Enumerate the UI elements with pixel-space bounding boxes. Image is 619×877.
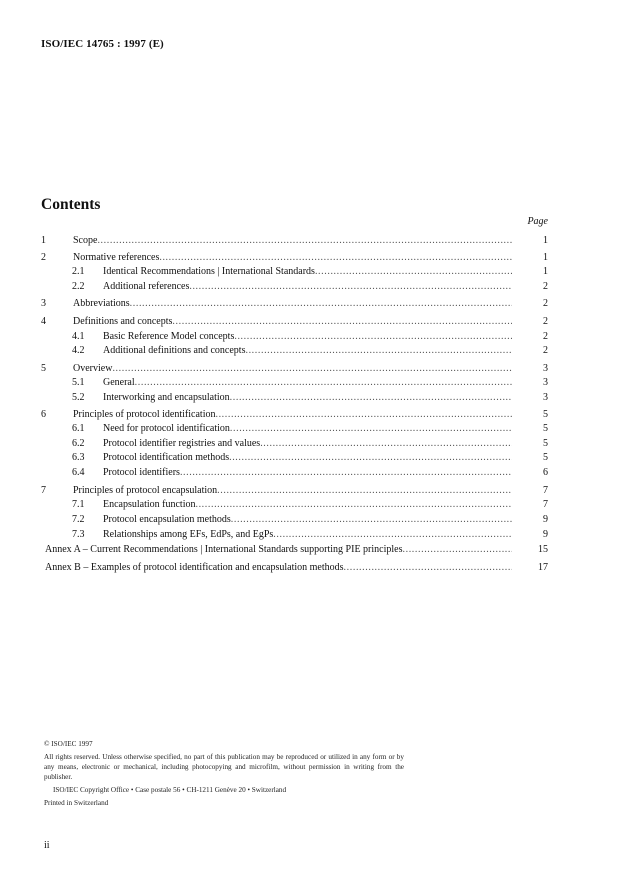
toc-label: Protocol encapsulation methods	[103, 514, 231, 525]
leader-dots	[229, 451, 512, 465]
toc-label: Encapsulation function	[103, 499, 196, 510]
toc-page: 2	[543, 345, 548, 356]
toc-number: 5.2	[72, 392, 85, 403]
toc-entry-2-2[interactable]	[41, 280, 548, 294]
toc-number: 5	[41, 363, 46, 374]
toc-entry-4-1[interactable]	[41, 330, 548, 344]
leader-dots	[245, 344, 512, 358]
toc-label: Scope	[73, 235, 98, 246]
leader-dots	[195, 498, 512, 512]
toc-entry-7[interactable]	[41, 484, 548, 498]
toc-label: Additional references	[103, 281, 190, 292]
toc-entry-2[interactable]	[41, 251, 548, 265]
toc-number: 2	[41, 252, 46, 263]
toc-number: 7.1	[72, 499, 85, 510]
leader-dots	[180, 466, 512, 480]
toc-number: 6.1	[72, 423, 85, 434]
toc-label: Overview	[73, 363, 113, 374]
toc-number: 4.2	[72, 345, 85, 356]
leader-dots	[273, 528, 512, 542]
toc-number: 6.4	[72, 467, 85, 478]
toc-entry-6[interactable]	[41, 408, 548, 422]
toc-label: Protocol identifiers	[103, 467, 180, 478]
toc-entry-4[interactable]	[41, 315, 548, 329]
toc-entry-7-2[interactable]	[41, 513, 548, 527]
toc-label: Basic Reference Model concepts	[103, 331, 235, 342]
toc-entry-6-1[interactable]	[41, 422, 548, 436]
document-header: ISO/IEC 14765 : 1997 (E)	[41, 38, 164, 50]
toc-label: Definitions and concepts	[73, 316, 173, 327]
leader-dots	[231, 513, 512, 527]
page-column-label: Page	[527, 216, 548, 227]
toc-number: 6	[41, 409, 46, 420]
toc-page: 15	[538, 544, 548, 555]
toc-page: 1	[543, 235, 548, 246]
leader-dots	[234, 330, 512, 344]
toc-entry-annex-a[interactable]	[41, 543, 548, 557]
leader-dots	[230, 422, 512, 436]
toc-number: 2.1	[72, 266, 85, 277]
leader-dots	[159, 251, 512, 265]
toc-entry-2-1[interactable]	[41, 265, 548, 279]
toc-entry-1[interactable]	[41, 234, 548, 248]
toc-entry-5[interactable]	[41, 362, 548, 376]
toc-number: 7	[41, 485, 46, 496]
toc-page: 3	[543, 392, 548, 403]
leader-dots	[130, 297, 512, 311]
leader-dots	[215, 408, 512, 422]
toc-page: 5	[543, 423, 548, 434]
toc-entry-3[interactable]	[41, 297, 548, 311]
toc-page: 6	[543, 467, 548, 478]
toc-page: 7	[543, 499, 548, 510]
toc-entry-5-1[interactable]	[41, 376, 548, 390]
toc-number: 7.2	[72, 514, 85, 525]
toc-entry-7-1[interactable]	[41, 498, 548, 512]
toc-label: Additional definitions and concepts	[103, 345, 246, 356]
toc-label: Normative references	[73, 252, 160, 263]
toc-page: 5	[543, 452, 548, 463]
leader-dots	[217, 484, 512, 498]
copyright-office: ISO/IEC Copyright Office • Case postale 56 • CH-1211 Genève 20 • Switzerland	[53, 786, 287, 794]
toc-label: Identical Recommendations | International Standards	[103, 266, 315, 277]
toc-number: 2.2	[72, 281, 85, 292]
toc-entry-4-2[interactable]	[41, 344, 548, 358]
toc-entry-5-2[interactable]	[41, 391, 548, 405]
toc-label: Protocol identification methods	[103, 452, 230, 463]
leader-dots	[112, 362, 512, 376]
toc-entry-6-3[interactable]	[41, 451, 548, 465]
leader-dots	[230, 391, 512, 405]
toc-label: General	[103, 377, 135, 388]
toc-page: 17	[538, 562, 548, 573]
leader-dots	[403, 543, 513, 557]
copyright-line: © ISO/IEC 1997	[44, 740, 93, 748]
leader-dots	[260, 437, 512, 451]
toc-entry-6-2[interactable]	[41, 437, 548, 451]
toc-label: Interworking and encapsulation	[103, 392, 230, 403]
leader-dots	[344, 561, 512, 575]
contents-title: Contents	[41, 196, 101, 213]
toc-entry-annex-b[interactable]	[41, 561, 548, 575]
leader-dots	[189, 280, 512, 294]
toc-number: 5.1	[72, 377, 85, 388]
toc-page: 1	[543, 252, 548, 263]
toc-number: 6.2	[72, 438, 85, 449]
leader-dots	[315, 265, 512, 279]
toc-label: Protocol identifier registries and values	[103, 438, 261, 449]
toc-number: 6.3	[72, 452, 85, 463]
toc-page: 7	[543, 485, 548, 496]
toc-page: 9	[543, 514, 548, 525]
toc-page: 1	[543, 266, 548, 277]
leader-dots	[97, 234, 512, 248]
toc-page: 2	[543, 298, 548, 309]
toc-label: Annex A – Current Recommendations | International Standards supporting PIE principles	[45, 544, 403, 555]
toc-page: 9	[543, 529, 548, 540]
toc-page: 5	[543, 438, 548, 449]
toc-label: Annex B – Examples of protocol identification and encapsulation methods	[45, 562, 344, 573]
leader-dots	[172, 315, 512, 329]
toc-number: 3	[41, 298, 46, 309]
leader-dots	[135, 376, 512, 390]
toc-number: 1	[41, 235, 46, 246]
toc-entry-6-4[interactable]	[41, 466, 548, 480]
toc-number: 4	[41, 316, 46, 327]
toc-page: 3	[543, 363, 548, 374]
copyright-notice	[44, 739, 404, 808]
toc-number: 4.1	[72, 331, 85, 342]
toc-page: 2	[543, 281, 548, 292]
toc-label: Principles of protocol identification	[73, 409, 216, 420]
printed-in: Printed in Switzerland	[44, 799, 109, 807]
toc-label: Abbreviations	[73, 298, 130, 309]
toc-label: Principles of protocol encapsulation	[73, 485, 218, 496]
toc-page: 2	[543, 316, 548, 327]
toc-label: Need for protocol identification	[103, 423, 230, 434]
page-number: ii	[44, 840, 50, 851]
toc-number: 7.3	[72, 529, 85, 540]
toc-label: Relationships among EFs, EdPs, and EgPs	[103, 529, 274, 540]
toc-page: 2	[543, 331, 548, 342]
toc-page: 5	[543, 409, 548, 420]
toc-page: 3	[543, 377, 548, 388]
toc-entry-7-3[interactable]	[41, 528, 548, 542]
rights-statement: All rights reserved. Unless otherwise specified, no part of this publication may be reproduced or utilized in any form or by any means, electronic or mechanical, including photocopying and microfilm, without permission in writing from the publisher.	[44, 753, 404, 781]
